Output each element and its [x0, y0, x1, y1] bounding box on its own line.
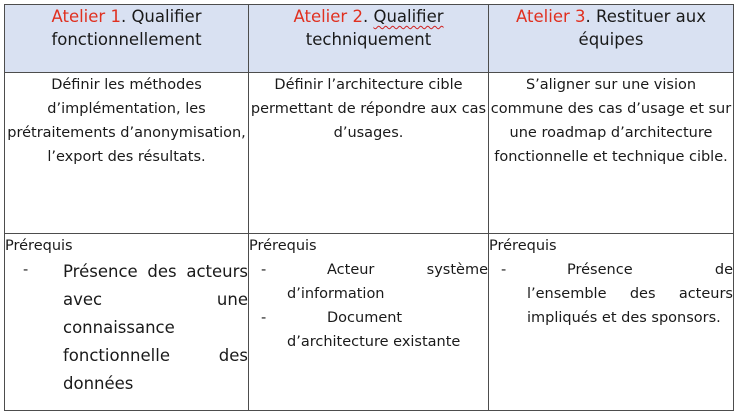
- workshop-2-header: [249, 5, 489, 73]
- description-row: [5, 73, 734, 234]
- header-row: [5, 5, 734, 73]
- workshop-3-prerequisites: [489, 234, 734, 411]
- list-item: [249, 306, 488, 354]
- prerequisites-label: Prérequis: [249, 238, 317, 254]
- prerequisites-list: [249, 258, 488, 354]
- workshop-2-prerequisites: [249, 234, 489, 411]
- workshop-3-title: . Restituer aux équipes: [578, 7, 706, 49]
- prerequisite-text: Présence de l’ensemble des acteurs impliqués et des sponsors.: [527, 262, 733, 326]
- workshop-3-number: Atelier 3: [516, 7, 586, 26]
- prerequisites-row: [5, 234, 734, 411]
- prerequisite-text: Acteur système d’information: [287, 262, 488, 302]
- prerequisites-label: Prérequis: [489, 238, 557, 254]
- workshop-1-header: [5, 5, 249, 73]
- workshop-3-description: S’aligner sur une vision commune des cas d’usage et sur une roadmap d’architecture fonctionnelle et technique cible.: [489, 73, 734, 234]
- workshop-2-number: Atelier 2: [293, 7, 363, 26]
- workshop-2-description: Définir l’architecture cible permettant de répondre aux cas d’usages.: [249, 73, 489, 234]
- bullet-dash: -: [501, 262, 507, 278]
- bullet-dash: -: [261, 262, 267, 278]
- prerequisites-list: [5, 258, 248, 398]
- workshop-1-prerequisites: [5, 234, 249, 411]
- workshop-2-title-sep: .: [362, 7, 374, 26]
- list-item: [249, 258, 488, 306]
- workshop-1-number: Atelier 1: [51, 7, 121, 26]
- bullet-dash: -: [261, 310, 267, 326]
- prerequisite-text: Présence des acteurs avec une connaissance fonctionnelle des données: [63, 262, 248, 393]
- workshop-2-title-spellcheck-word: Qualifier: [373, 7, 444, 26]
- prerequisite-text: Document d’architecture existante: [287, 310, 461, 350]
- workshop-1-description: Définir les méthodes d’implémentation, les prétraitements d’anonymisation, l’export des résultats.: [5, 73, 249, 234]
- workshop-2-title-end: techniquement: [305, 30, 432, 49]
- prerequisites-label: Prérequis: [5, 238, 73, 254]
- workshops-table: [4, 4, 734, 411]
- list-item: [5, 258, 248, 398]
- prerequisites-list: [489, 258, 733, 330]
- bullet-dash: -: [23, 262, 29, 278]
- list-item: [489, 258, 733, 330]
- workshop-3-header: [489, 5, 734, 73]
- workshop-1-title: . Qualifier fonctionnellement: [51, 7, 202, 49]
